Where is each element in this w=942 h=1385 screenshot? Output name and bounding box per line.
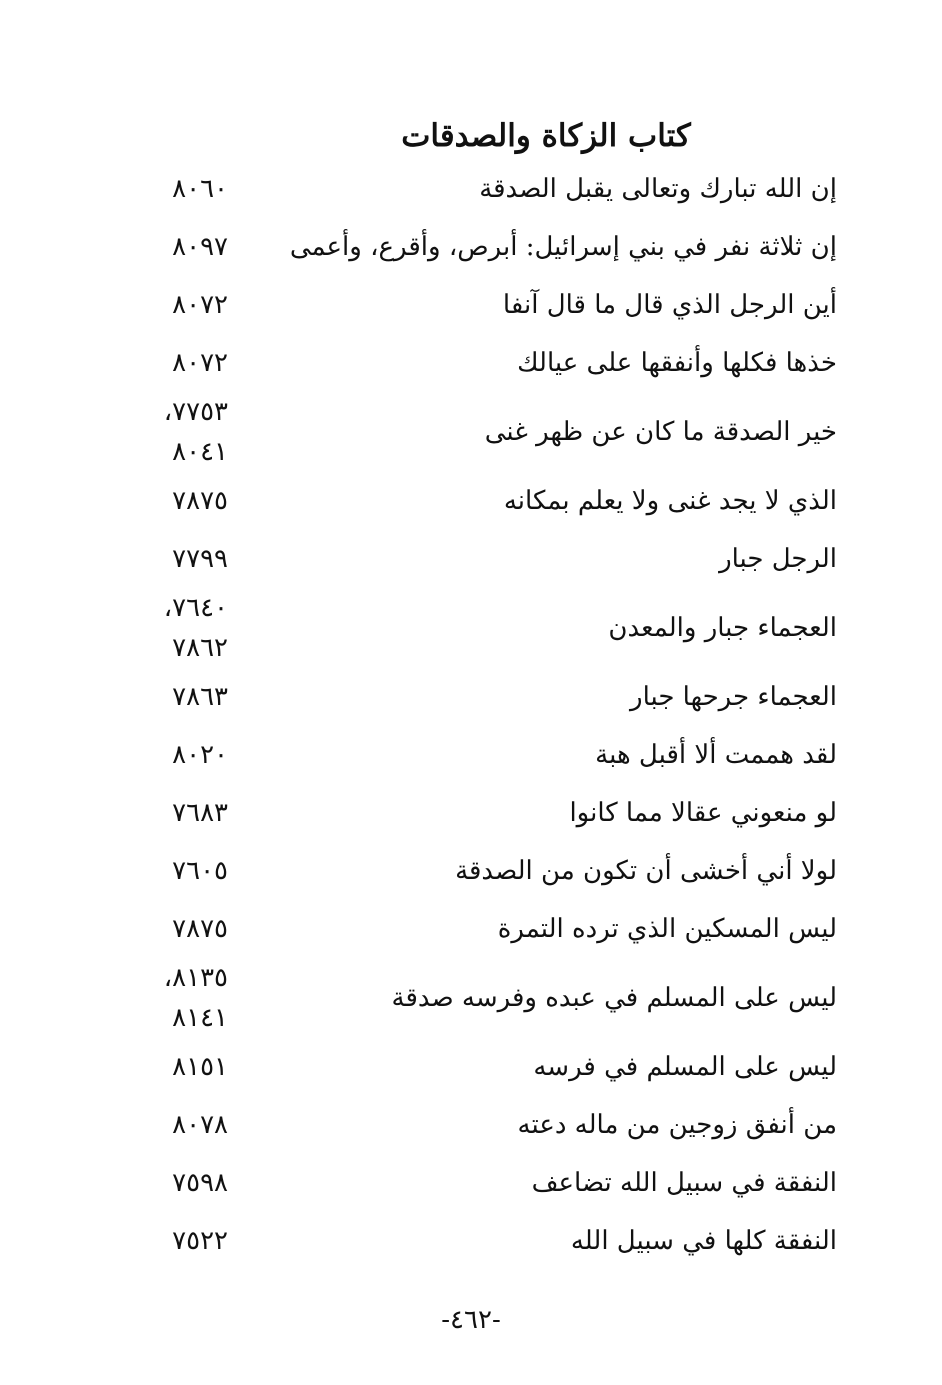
- entry-text: إن ثلاثة نفر في بني إسرائيل: أبرص، وأقرع، وأعمى: [289, 232, 837, 262]
- entry-reference: [138, 588, 228, 668]
- entry-text: أين الرجل الذي قال ما قال آنفا: [502, 290, 837, 320]
- reference-number: ٨٠٧٢: [172, 348, 228, 378]
- entry-reference: [138, 1105, 228, 1145]
- reference-number: ٨١٥١: [172, 1052, 228, 1082]
- index-entry: [0, 842, 942, 900]
- entry-text: من أنفق زوجين من ماله دعته: [517, 1110, 837, 1140]
- entry-text: لو منعوني عقالا مما كانوا: [569, 798, 837, 828]
- entry-text: الرجل جبار: [719, 544, 837, 574]
- reference-number: ٨١٣٥،: [163, 963, 228, 993]
- reference-number: ٧٥٩٨: [172, 1168, 228, 1198]
- index-entry: [0, 726, 942, 784]
- entry-text: خذها فكلها وأنفقها على عيالك: [517, 348, 837, 378]
- page-number: -٤٦٢-: [441, 1305, 501, 1335]
- entry-reference: [138, 1047, 228, 1087]
- index-entry: [0, 334, 942, 392]
- entry-reference: [138, 677, 228, 717]
- entry-reference: [138, 169, 228, 209]
- index-entry: [0, 1096, 942, 1154]
- index-entry: [0, 530, 942, 588]
- reference-number: ٨٠٧٢: [172, 290, 228, 320]
- entry-text: لقد هممت ألا أقبل هبة: [595, 740, 837, 770]
- entry-text: ليس المسكين الذي ترده التمرة: [497, 914, 837, 944]
- entry-reference: [138, 793, 228, 833]
- index-entry: [0, 472, 942, 530]
- reference-number: ٧٦٨٣: [172, 798, 228, 828]
- entry-text: الذي لا يجد غنى ولا يعلم بمكانه: [503, 486, 837, 516]
- entry-text: العجماء جرحها جبار: [630, 682, 837, 712]
- reference-number: ٧٧٥٣،: [163, 397, 228, 427]
- index-entry: [0, 900, 942, 958]
- entry-reference: [138, 227, 228, 267]
- entry-text: خير الصدقة ما كان عن ظهر غنى: [484, 417, 837, 447]
- reference-number: ٨٠٤١: [172, 437, 228, 467]
- reference-number: ٨٠٦٠: [172, 174, 228, 204]
- reference-number: ٧٥٢٢: [172, 1226, 228, 1256]
- reference-number: ٧٧٩٩: [172, 544, 228, 574]
- entry-reference: [138, 481, 228, 521]
- entry-reference: [138, 285, 228, 325]
- reference-number: ٨٠٢٠: [172, 740, 228, 770]
- reference-number: ٨٠٩٧: [172, 232, 228, 262]
- index-entry: [0, 276, 942, 334]
- entry-reference: [138, 1163, 228, 1203]
- entry-text: النفقة كلها في سبيل الله: [570, 1226, 837, 1256]
- reference-number: ٨٠٧٨: [172, 1110, 228, 1140]
- entry-reference: [138, 392, 228, 472]
- page-title: كتاب الزكاة والصدقات: [401, 118, 691, 154]
- entry-reference: [138, 1221, 228, 1261]
- entry-text: لولا أني أخشى أن تكون من الصدقة: [455, 856, 837, 886]
- index-entry: [0, 668, 942, 726]
- index-entry: [0, 1212, 942, 1270]
- entry-text: ليس على المسلم في عبده وفرسه صدقة: [391, 983, 837, 1013]
- entry-reference: [138, 851, 228, 891]
- index-entry: [0, 588, 942, 668]
- hadith-index-list: [0, 160, 942, 1256]
- entry-reference: [138, 539, 228, 579]
- entry-reference: [138, 343, 228, 383]
- reference-number: ٧٨٧٥: [172, 914, 228, 944]
- entry-reference: [138, 735, 228, 775]
- entry-text: العجماء جبار والمعدن: [608, 613, 837, 643]
- entry-text: النفقة في سبيل الله تضاعف: [531, 1168, 837, 1198]
- index-entry: [0, 392, 942, 472]
- reference-number: ٧٦٠٥: [172, 856, 228, 886]
- reference-number: ٧٨٦٢: [172, 633, 228, 663]
- entry-reference: [138, 958, 228, 1038]
- index-entry: [0, 218, 942, 276]
- index-entry: [0, 1154, 942, 1212]
- index-entry: [0, 1038, 942, 1096]
- entry-text: ليس على المسلم في فرسه: [533, 1052, 837, 1082]
- reference-number: ٨١٤١: [172, 1003, 228, 1033]
- index-entry: [0, 784, 942, 842]
- entry-text: إن الله تبارك وتعالى يقبل الصدقة: [479, 174, 837, 204]
- entry-reference: [138, 909, 228, 949]
- reference-number: ٧٨٧٥: [172, 486, 228, 516]
- index-entry: [0, 160, 942, 218]
- index-entry: [0, 958, 942, 1038]
- reference-number: ٧٨٦٣: [172, 682, 228, 712]
- reference-number: ٧٦٤٠،: [163, 593, 228, 623]
